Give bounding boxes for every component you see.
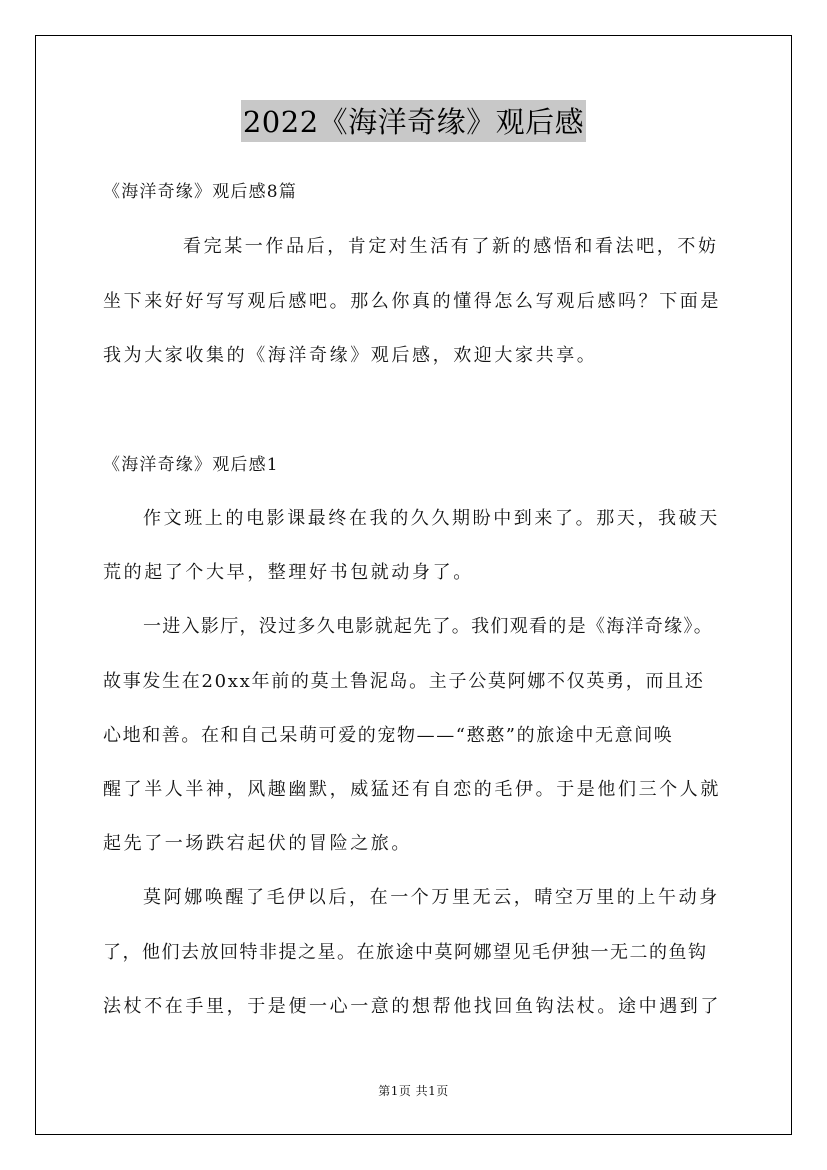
page-footer: 第1页 共1页 bbox=[378, 1084, 449, 1098]
document-title: 2022《海洋奇缘》观后感 bbox=[241, 100, 586, 142]
intro-line: 坐下来好好写写观后感吧。那么你真的懂得怎么写观后感吗？下面是 bbox=[103, 291, 721, 312]
body-line: 了，他们去放回特非提之星。在旅途中莫阿娜望见毛伊独一无二的鱼钩 bbox=[103, 942, 708, 963]
document-subtitle: 《海洋奇缘》观后感8篇 bbox=[103, 182, 298, 202]
body-line: 一进入影厅，没过多久电影就起先了。我们观看的是《海洋奇缘》。 bbox=[143, 616, 713, 637]
body-line: 故事发生在20xx年前的莫土鲁泥岛。主子公莫阿娜不仅英勇，而且还 bbox=[103, 671, 705, 692]
body-line: 起先了一场跌宕起伏的冒险之旅。 bbox=[103, 833, 412, 854]
body-line: 荒的起了个大早，整理好书包就动身了。 bbox=[103, 562, 474, 583]
document-title-wrapper bbox=[0, 100, 827, 142]
body-line: 法杖不在手里，于是便一心一意的想帮他找回鱼钩法杖。途中遇到了 bbox=[103, 996, 721, 1017]
intro-line: 看完某一作品后，肯定对生活有了新的感悟和看法吧，不妨 bbox=[183, 236, 719, 257]
body-line: 心地和善。在和自己呆萌可爱的宠物——“憨憨”的旅途中无意间唤 bbox=[103, 725, 674, 746]
body-line: 莫阿娜唤醒了毛伊以后，在一个万里无云，晴空万里的上午动身 bbox=[143, 887, 720, 908]
body-line: 作文班上的电影课最终在我的久久期盼中到来了。那天，我破天 bbox=[143, 508, 720, 529]
body-line: 醒了半人半神，风趣幽默，威猛还有自恋的毛伊。于是他们三个人就 bbox=[103, 779, 721, 800]
intro-line: 我为大家收集的《海洋奇缘》观后感，欢迎大家共享。 bbox=[103, 345, 598, 366]
section-heading: 《海洋奇缘》观后感1 bbox=[103, 455, 279, 475]
